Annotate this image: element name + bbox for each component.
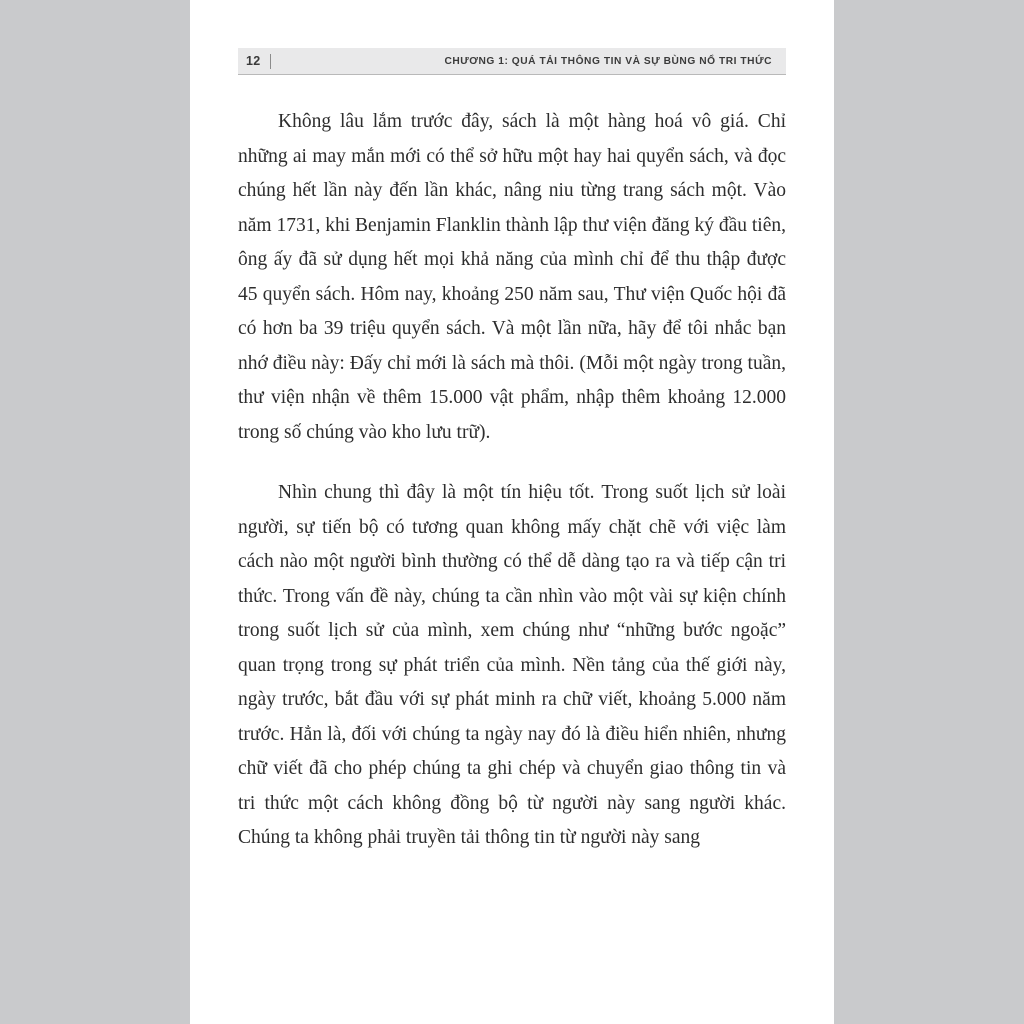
paragraph: Nhìn chung thì đây là một tín hiệu tốt. Trong suốt lịch sử loài người, sự tiến bộ có tương quan không mấy chặt chẽ với việc làm cách nào một người bình thường có thể dễ dàng tạo ra và tiếp cận tri thức. Trong vấn đề này, chúng ta cần nhìn vào một vài sự kiện chính trong suốt lịch sử của mình, xem chúng như “những bước ngoặc” quan trọng trong sự phát triển của mình. Nền tảng của thế giới này, ngày trước, bắt đầu với sự phát minh ra chữ viết, khoảng 5.000 năm trước. Hẳn là, đối với chúng ta ngày nay đó là điều hiển nhiên, nhưng chữ viết đã cho phép chúng ta ghi chép và chuyển giao thông tin và tri thức một cách không đồng bộ từ người này sang người khác. Chúng ta không phải truyền tải thông tin từ người này sang (238, 482, 786, 848)
header-divider (270, 54, 271, 69)
body-text (238, 105, 786, 856)
paragraph: Không lâu lắm trước đây, sách là một hàng hoá vô giá. Chỉ những ai may mắn mới có thể sở hữu một hay hai quyển sách, và đọc chúng hết lần này đến lần khác, nâng niu từng trang sách một. Vào năm 1731, khi Benjamin Flanklin thành lập thư viện đăng ký đầu tiên, ông ấy đã sử dụng hết mọi khả năng của mình chỉ để thu thập được 45 quyển sách. Hôm nay, khoảng 250 năm sau, Thư viện Quốc hội đã có hơn ba 39 triệu quyển sách. Và một lần nữa, hãy để tôi nhắc bạn nhớ điều này: Đấy chỉ mới là sách mà thôi. (Mỗi một ngày trong tuần, thư viện nhận về thêm 15.000 vật phẩm, nhập thêm khoảng 12.000 trong số chúng vào kho lưu trữ). (238, 111, 786, 443)
left-gutter (0, 0, 190, 1024)
page-number: 12 (246, 54, 261, 68)
page-content (190, 0, 834, 1024)
right-gutter (834, 0, 1024, 1024)
chapter-title: CHƯƠNG 1: QUÁ TẢI THÔNG TIN VÀ SỰ BÙNG NỔ TRI THỨC (444, 55, 772, 67)
header-underline (238, 74, 786, 75)
running-header (238, 48, 786, 74)
page-sheet (190, 0, 834, 1024)
